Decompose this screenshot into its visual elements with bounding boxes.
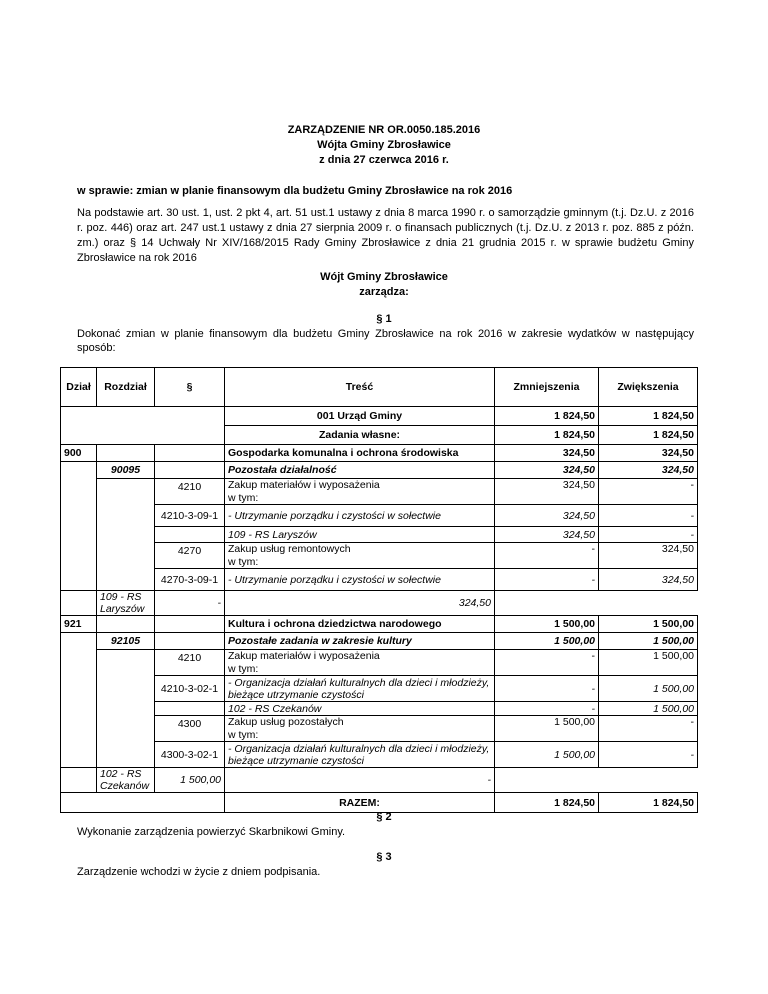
paragraf-zwi: -	[599, 716, 698, 729]
paragraf-name: Zakup materiałów i wyposażenia	[225, 650, 495, 663]
paragraph-2-text: Wykonanie zarządzenia powierzyć Skarbnikowi Gminy.	[77, 826, 346, 838]
sub-code: 4210-3-09-1	[155, 505, 225, 527]
paragraf-zmn: -	[495, 543, 599, 556]
total-zmn: 1 824,50	[495, 793, 599, 813]
dzial-code: 921	[61, 616, 97, 633]
table-row	[61, 676, 698, 702]
paragraf-zwi: 324,50	[599, 543, 698, 556]
sub-zmn: 324,50	[495, 505, 599, 527]
table-row	[61, 768, 698, 793]
issuer-name: Wójt Gminy Zbrosławice	[320, 271, 448, 283]
rozdzial-code: 92105	[97, 633, 155, 650]
table-row	[61, 742, 698, 768]
location-zwi: -	[225, 768, 495, 793]
table-row-rozdzial-92105	[61, 633, 698, 650]
table-row	[61, 569, 698, 591]
table-row	[61, 702, 698, 716]
sub-zmn: 1 500,00	[495, 742, 599, 768]
dzial-name: Gospodarka komunalna i ochrona środowiska	[225, 445, 495, 462]
header-dzial: Dział	[61, 368, 97, 407]
unit-zmn: 1 824,50	[495, 407, 599, 426]
document-date: z dnia 27 czerwca 2016 r.	[319, 154, 449, 166]
paragraf-code: 4300	[155, 716, 225, 742]
own-zmn: 1 824,50	[495, 426, 599, 445]
location-zmn: 1 500,00	[155, 768, 225, 793]
dzial-zmn: 1 500,00	[495, 616, 599, 633]
table-row	[61, 543, 698, 556]
paragraf-zmn: -	[495, 650, 599, 663]
table-row	[61, 527, 698, 543]
paragraph-2-label: § 2	[376, 811, 392, 823]
location-zmn: 324,50	[495, 527, 599, 543]
rozdzial-code: 90095	[97, 462, 155, 479]
paragraf-name: Zakup materiałów i wyposażenia	[225, 479, 495, 492]
location-zmn: -	[495, 702, 599, 716]
paragraf-zmn: 1 500,00	[495, 716, 599, 729]
table-header-row	[61, 368, 698, 407]
paragraf-code: 4270	[155, 543, 225, 569]
wtym-label: w tym:	[225, 663, 495, 676]
rozdzial-zmn: 1 500,00	[495, 633, 599, 650]
sub-name: - Utrzymanie porządku i czystości w sołectwie	[225, 569, 495, 591]
paragraph-3-label: § 3	[376, 851, 392, 863]
document-author: Wójta Gminy Zbrosławice	[317, 139, 451, 151]
wtym-label: w tym:	[225, 492, 495, 505]
table-row-total	[61, 793, 698, 813]
own-zwi: 1 824,50	[599, 426, 698, 445]
table-row	[61, 505, 698, 527]
header-zmniejszenia: Zmniejszenia	[495, 368, 599, 407]
rozdzial-name: Pozostała działalność	[225, 462, 495, 479]
location-name: 109 - RS Laryszów	[97, 591, 155, 616]
table-row	[61, 479, 698, 492]
issuer-verb: zarządza:	[359, 286, 409, 298]
paragraf-zwi: -	[599, 479, 698, 492]
total-zwi: 1 824,50	[599, 793, 698, 813]
dzial-name: Kultura i ochrona dziedzictwa narodowego	[225, 616, 495, 633]
location-name: 102 - RS Czekanów	[97, 768, 155, 793]
issuer-block	[0, 270, 768, 300]
location-zwi: 324,50	[225, 591, 495, 616]
location-name: 109 - RS Laryszów	[225, 527, 495, 543]
header-zwiekszenia: Zwiększenia	[599, 368, 698, 407]
table-row	[61, 591, 698, 616]
sub-name: - Organizacja działań kulturalnych dla dzieci i młodzieży, bieżące utrzymanie czystości	[225, 676, 495, 702]
wtym-label: w tym:	[225, 556, 495, 569]
rozdzial-zwi: 324,50	[599, 462, 698, 479]
dzial-zwi: 324,50	[599, 445, 698, 462]
sub-name: - Organizacja działań kulturalnych dla dzieci i młodzieży, bieżące utrzymanie czystości	[225, 742, 495, 768]
legal-basis: Na podstawie art. 30 ust. 1, ust. 2 pkt 4, art. 51 ust.1 ustawy z dnia 8 marca 1990 r. o samorządzie gminnym (t.j. Dz.U. z 2016 r. poz. 446) oraz art. 247 ust.1 ustawy z dnia 27 sierpnia 2009 r. o finansach publicznych (t.j. Dz.U. z 2013 r. poz. 885 z późn. zm.) oraz § 14 Uchwały Nr XIV/168/2015 Rady Gminy Zbrosławice z dnia 21 grudnia 2015 r. w sprawie budżetu Gminy Zbrosławice na rok 2016	[77, 207, 694, 264]
table-row-dzial-921	[61, 616, 698, 633]
paragraf-name: Zakup usług remontowych	[225, 543, 495, 556]
header-paragraf: §	[155, 368, 225, 407]
paragraph-1-text: Dokonać zmian w planie finansowym dla budżetu Gminy Zbrosławice na rok 2016 w zakresie wydatków w następujący sposób:	[77, 328, 694, 354]
location-zmn: -	[155, 591, 225, 616]
table-row	[61, 650, 698, 663]
document-header	[0, 123, 768, 168]
unit-name: 001 Urząd Gminy	[225, 407, 495, 426]
sub-zwi: 324,50	[599, 569, 698, 591]
budget-table	[60, 367, 698, 813]
document-subject: w sprawie: zmian w planie finansowym dla budżetu Gminy Zbrosławice na rok 2016	[77, 185, 513, 197]
header-tresc: Treść	[225, 368, 495, 407]
document-title: ZARZĄDZENIE NR OR.0050.185.2016	[287, 124, 481, 136]
own-tasks: Zadania własne:	[225, 426, 495, 445]
wtym-label: w tym:	[225, 729, 495, 742]
table-row	[61, 716, 698, 729]
sub-code: 4210-3-02-1	[155, 676, 225, 702]
location-zwi: 1 500,00	[599, 702, 698, 716]
dzial-zwi: 1 500,00	[599, 616, 698, 633]
sub-zmn: -	[495, 676, 599, 702]
dzial-code: 900	[61, 445, 97, 462]
location-name: 102 - RS Czekanów	[225, 702, 495, 716]
sub-zwi: 1 500,00	[599, 676, 698, 702]
sub-code: 4270-3-09-1	[155, 569, 225, 591]
header-rozdzial: Rozdział	[97, 368, 155, 407]
paragraf-zmn: 324,50	[495, 479, 599, 492]
rozdzial-zwi: 1 500,00	[599, 633, 698, 650]
paragraf-code: 4210	[155, 479, 225, 505]
paragraf-zwi: 1 500,00	[599, 650, 698, 663]
sub-zwi: -	[599, 742, 698, 768]
rozdzial-zmn: 324,50	[495, 462, 599, 479]
table-row-dzial-900	[61, 445, 698, 462]
total-label: RAZEM:	[225, 793, 495, 813]
table-row-rozdzial-90095	[61, 462, 698, 479]
paragraph-3-text: Zarządzenie wchodzi w życie z dniem podpisania.	[77, 866, 321, 878]
sub-zwi: -	[599, 505, 698, 527]
rozdzial-name: Pozostałe zadania w zakresie kultury	[225, 633, 495, 650]
dzial-zmn: 324,50	[495, 445, 599, 462]
paragraph-1-label: § 1	[376, 313, 392, 325]
unit-zwi: 1 824,50	[599, 407, 698, 426]
paragraf-code: 4210	[155, 650, 225, 676]
sub-zmn: -	[495, 569, 599, 591]
table-row-unit	[61, 407, 698, 426]
location-zwi: -	[599, 527, 698, 543]
paragraf-name: Zakup usług pozostałych	[225, 716, 495, 729]
sub-code: 4300-3-02-1	[155, 742, 225, 768]
sub-name: - Utrzymanie porządku i czystości w sołectwie	[225, 505, 495, 527]
